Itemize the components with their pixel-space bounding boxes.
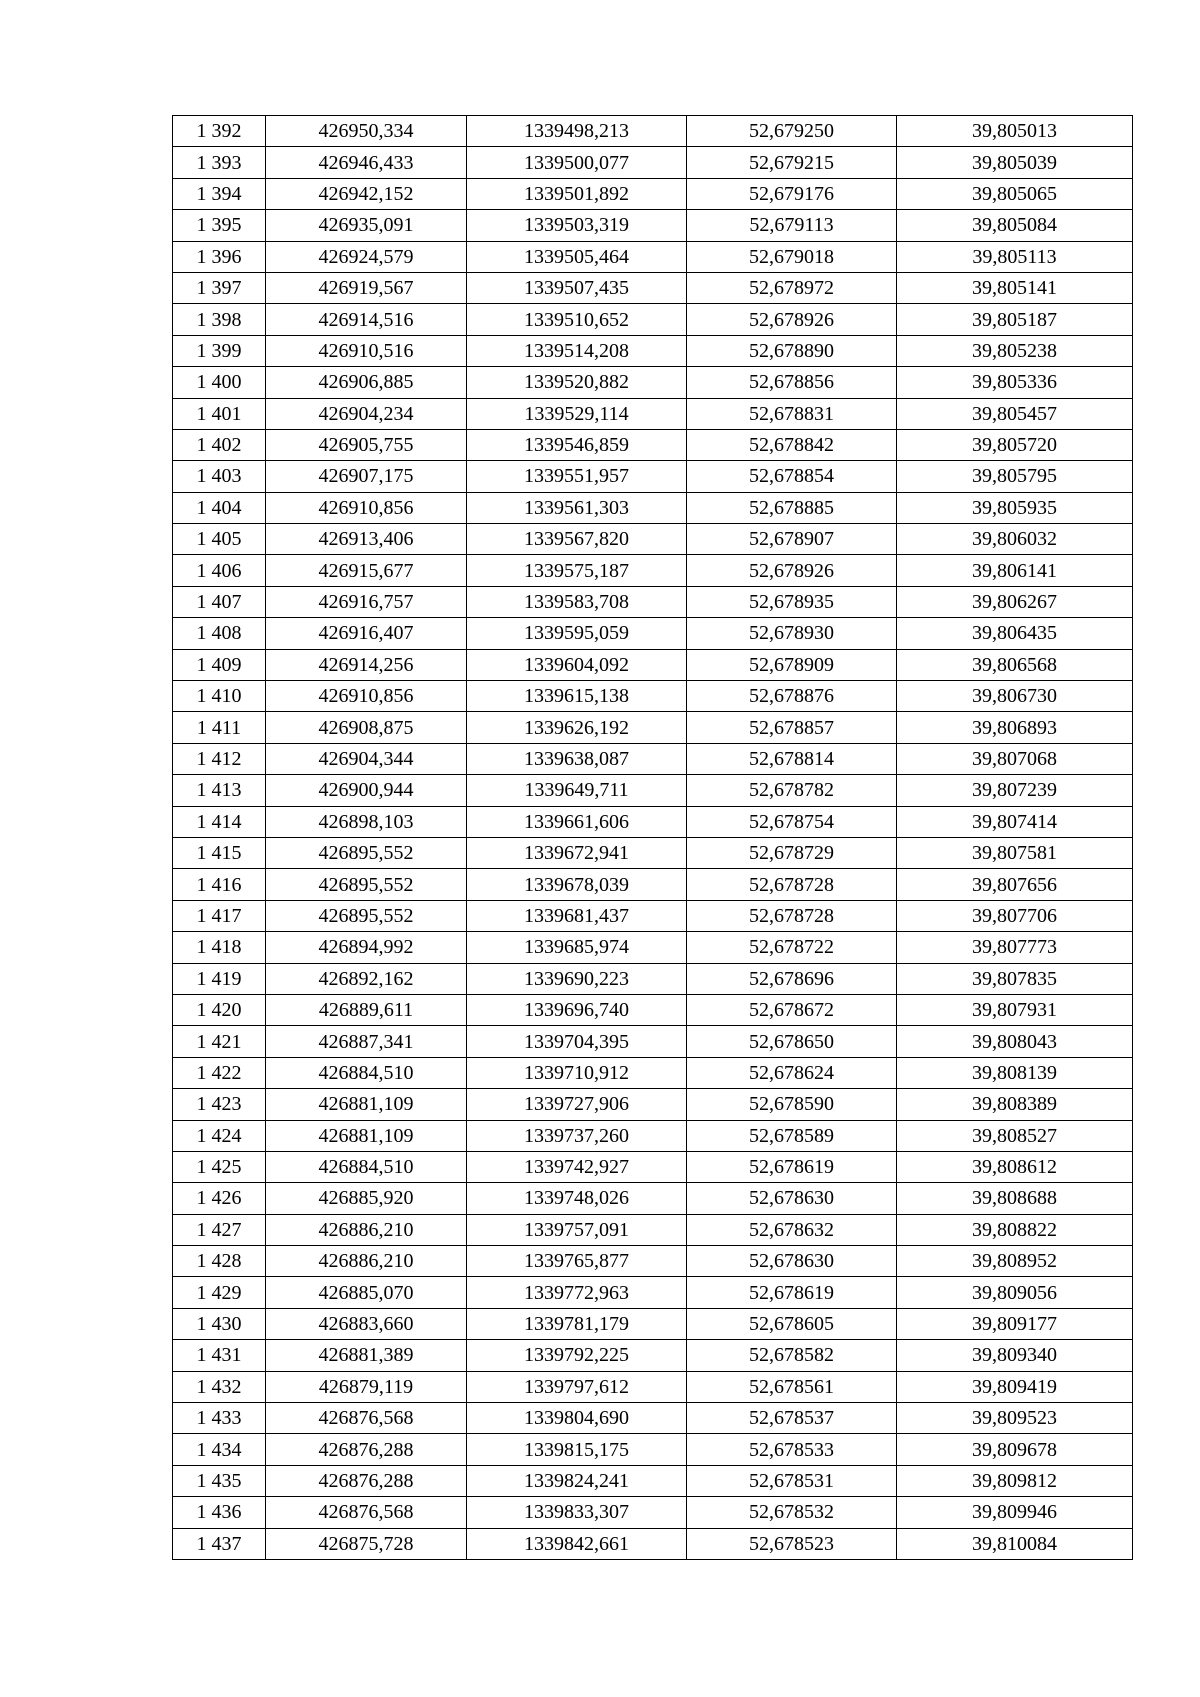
coord-x-cell: 426885,070 — [266, 1277, 467, 1308]
coord-y-cell: 1339815,175 — [467, 1434, 687, 1465]
coord-y-cell: 1339704,395 — [467, 1026, 687, 1057]
coord-x-cell: 426915,677 — [266, 555, 467, 586]
coord-y-cell: 1339792,225 — [467, 1340, 687, 1371]
coord-y-cell: 1339567,820 — [467, 524, 687, 555]
point-number-cell: 1 413 — [173, 775, 266, 806]
coord-y-cell: 1339661,606 — [467, 806, 687, 837]
table-row — [173, 210, 1133, 241]
table-row — [173, 681, 1133, 712]
point-number-cell: 1 407 — [173, 586, 266, 617]
table-row — [173, 1246, 1133, 1277]
table-row — [173, 806, 1133, 837]
table-row — [173, 1026, 1133, 1057]
longitude-cell: 39,807581 — [897, 837, 1133, 868]
coord-x-cell: 426885,920 — [266, 1183, 467, 1214]
latitude-cell: 52,679250 — [687, 116, 897, 147]
coord-x-cell: 426887,341 — [266, 1026, 467, 1057]
coord-x-cell: 426879,119 — [266, 1371, 467, 1402]
table-row — [173, 1497, 1133, 1528]
latitude-cell: 52,678854 — [687, 461, 897, 492]
coord-y-cell: 1339797,612 — [467, 1371, 687, 1402]
longitude-cell: 39,808527 — [897, 1120, 1133, 1151]
table-row — [173, 1277, 1133, 1308]
latitude-cell: 52,678885 — [687, 492, 897, 523]
latitude-cell: 52,678930 — [687, 618, 897, 649]
coord-x-cell: 426884,510 — [266, 1057, 467, 1088]
coord-y-cell: 1339595,059 — [467, 618, 687, 649]
longitude-cell: 39,807656 — [897, 869, 1133, 900]
coord-x-cell: 426916,757 — [266, 586, 467, 617]
point-number-cell: 1 396 — [173, 241, 266, 272]
latitude-cell: 52,678590 — [687, 1089, 897, 1120]
longitude-cell: 39,807068 — [897, 743, 1133, 774]
table-row — [173, 116, 1133, 147]
coord-x-cell: 426913,406 — [266, 524, 467, 555]
latitude-cell: 52,678696 — [687, 963, 897, 994]
longitude-cell: 39,807706 — [897, 900, 1133, 931]
latitude-cell: 52,678605 — [687, 1308, 897, 1339]
table-row — [173, 272, 1133, 303]
coord-y-cell: 1339710,912 — [467, 1057, 687, 1088]
longitude-cell: 39,805238 — [897, 335, 1133, 366]
coord-x-cell: 426910,856 — [266, 681, 467, 712]
coord-x-cell: 426946,433 — [266, 147, 467, 178]
point-number-cell: 1 400 — [173, 367, 266, 398]
point-number-cell: 1 425 — [173, 1151, 266, 1182]
longitude-cell: 39,806435 — [897, 618, 1133, 649]
longitude-cell: 39,810084 — [897, 1528, 1133, 1559]
point-number-cell: 1 433 — [173, 1403, 266, 1434]
latitude-cell: 52,678582 — [687, 1340, 897, 1371]
coord-y-cell: 1339510,652 — [467, 304, 687, 335]
coord-x-cell: 426876,288 — [266, 1434, 467, 1465]
point-number-cell: 1 411 — [173, 712, 266, 743]
point-number-cell: 1 406 — [173, 555, 266, 586]
coordinates-table-body — [173, 116, 1133, 1560]
coord-x-cell: 426895,552 — [266, 869, 467, 900]
latitude-cell: 52,678926 — [687, 304, 897, 335]
coord-x-cell: 426884,510 — [266, 1151, 467, 1182]
point-number-cell: 1 419 — [173, 963, 266, 994]
coord-y-cell: 1339690,223 — [467, 963, 687, 994]
point-number-cell: 1 422 — [173, 1057, 266, 1088]
coord-x-cell: 426905,755 — [266, 429, 467, 460]
table-row — [173, 492, 1133, 523]
coord-x-cell: 426942,152 — [266, 178, 467, 209]
coord-y-cell: 1339727,906 — [467, 1089, 687, 1120]
point-number-cell: 1 409 — [173, 649, 266, 680]
coord-y-cell: 1339503,319 — [467, 210, 687, 241]
latitude-cell: 52,678672 — [687, 994, 897, 1025]
coord-x-cell: 426881,109 — [266, 1120, 467, 1151]
table-row — [173, 1183, 1133, 1214]
coord-x-cell: 426875,728 — [266, 1528, 467, 1559]
longitude-cell: 39,805113 — [897, 241, 1133, 272]
point-number-cell: 1 437 — [173, 1528, 266, 1559]
coord-x-cell: 426876,568 — [266, 1497, 467, 1528]
table-row — [173, 1120, 1133, 1151]
latitude-cell: 52,678935 — [687, 586, 897, 617]
table-row — [173, 1465, 1133, 1496]
longitude-cell: 39,807414 — [897, 806, 1133, 837]
coord-x-cell: 426881,109 — [266, 1089, 467, 1120]
coord-y-cell: 1339505,464 — [467, 241, 687, 272]
longitude-cell: 39,808612 — [897, 1151, 1133, 1182]
coord-x-cell: 426886,210 — [266, 1246, 467, 1277]
table-row — [173, 398, 1133, 429]
latitude-cell: 52,678619 — [687, 1277, 897, 1308]
coord-y-cell: 1339765,877 — [467, 1246, 687, 1277]
point-number-cell: 1 428 — [173, 1246, 266, 1277]
longitude-cell: 39,805065 — [897, 178, 1133, 209]
latitude-cell: 52,678907 — [687, 524, 897, 555]
coord-y-cell: 1339615,138 — [467, 681, 687, 712]
table-row — [173, 335, 1133, 366]
coord-x-cell: 426908,875 — [266, 712, 467, 743]
coord-y-cell: 1339561,303 — [467, 492, 687, 523]
latitude-cell: 52,678537 — [687, 1403, 897, 1434]
point-number-cell: 1 401 — [173, 398, 266, 429]
table-row — [173, 1340, 1133, 1371]
table-row — [173, 1528, 1133, 1559]
coord-x-cell: 426895,552 — [266, 837, 467, 868]
coord-x-cell: 426914,516 — [266, 304, 467, 335]
latitude-cell: 52,678831 — [687, 398, 897, 429]
longitude-cell: 39,809340 — [897, 1340, 1133, 1371]
longitude-cell: 39,806568 — [897, 649, 1133, 680]
point-number-cell: 1 434 — [173, 1434, 266, 1465]
table-row — [173, 524, 1133, 555]
latitude-cell: 52,678533 — [687, 1434, 897, 1465]
latitude-cell: 52,678561 — [687, 1371, 897, 1402]
coord-y-cell: 1339681,437 — [467, 900, 687, 931]
table-row — [173, 1151, 1133, 1182]
coord-x-cell: 426907,175 — [266, 461, 467, 492]
coord-y-cell: 1339696,740 — [467, 994, 687, 1025]
latitude-cell: 52,678632 — [687, 1214, 897, 1245]
point-number-cell: 1 410 — [173, 681, 266, 712]
longitude-cell: 39,806032 — [897, 524, 1133, 555]
table-row — [173, 649, 1133, 680]
longitude-cell: 39,808952 — [897, 1246, 1133, 1277]
coord-y-cell: 1339583,708 — [467, 586, 687, 617]
coord-y-cell: 1339551,957 — [467, 461, 687, 492]
coord-x-cell: 426883,660 — [266, 1308, 467, 1339]
coord-y-cell: 1339824,241 — [467, 1465, 687, 1496]
latitude-cell: 52,678523 — [687, 1528, 897, 1559]
point-number-cell: 1 421 — [173, 1026, 266, 1057]
longitude-cell: 39,806141 — [897, 555, 1133, 586]
point-number-cell: 1 397 — [173, 272, 266, 303]
latitude-cell: 52,678624 — [687, 1057, 897, 1088]
point-number-cell: 1 412 — [173, 743, 266, 774]
coord-x-cell: 426935,091 — [266, 210, 467, 241]
table-row — [173, 712, 1133, 743]
latitude-cell: 52,678589 — [687, 1120, 897, 1151]
coord-x-cell: 426904,234 — [266, 398, 467, 429]
longitude-cell: 39,805013 — [897, 116, 1133, 147]
coordinates-table — [172, 115, 1133, 1560]
table-row — [173, 618, 1133, 649]
longitude-cell: 39,806730 — [897, 681, 1133, 712]
coord-x-cell: 426910,856 — [266, 492, 467, 523]
point-number-cell: 1 408 — [173, 618, 266, 649]
table-row — [173, 1434, 1133, 1465]
longitude-cell: 39,808043 — [897, 1026, 1133, 1057]
latitude-cell: 52,678856 — [687, 367, 897, 398]
point-number-cell: 1 431 — [173, 1340, 266, 1371]
latitude-cell: 52,678876 — [687, 681, 897, 712]
table-row — [173, 147, 1133, 178]
longitude-cell: 39,809177 — [897, 1308, 1133, 1339]
table-row — [173, 932, 1133, 963]
table-row — [173, 367, 1133, 398]
point-number-cell: 1 436 — [173, 1497, 266, 1528]
coord-x-cell: 426898,103 — [266, 806, 467, 837]
point-number-cell: 1 424 — [173, 1120, 266, 1151]
coord-x-cell: 426892,162 — [266, 963, 467, 994]
point-number-cell: 1 432 — [173, 1371, 266, 1402]
longitude-cell: 39,807773 — [897, 932, 1133, 963]
longitude-cell: 39,805795 — [897, 461, 1133, 492]
table-row — [173, 241, 1133, 272]
latitude-cell: 52,678630 — [687, 1183, 897, 1214]
coord-x-cell: 426916,407 — [266, 618, 467, 649]
latitude-cell: 52,678909 — [687, 649, 897, 680]
table-row — [173, 1057, 1133, 1088]
point-number-cell: 1 416 — [173, 869, 266, 900]
longitude-cell: 39,805457 — [897, 398, 1133, 429]
longitude-cell: 39,808822 — [897, 1214, 1133, 1245]
point-number-cell: 1 414 — [173, 806, 266, 837]
coord-y-cell: 1339500,077 — [467, 147, 687, 178]
point-number-cell: 1 426 — [173, 1183, 266, 1214]
longitude-cell: 39,808688 — [897, 1183, 1133, 1214]
latitude-cell: 52,678722 — [687, 932, 897, 963]
latitude-cell: 52,678890 — [687, 335, 897, 366]
point-number-cell: 1 423 — [173, 1089, 266, 1120]
table-row — [173, 461, 1133, 492]
longitude-cell: 39,807931 — [897, 994, 1133, 1025]
longitude-cell: 39,809419 — [897, 1371, 1133, 1402]
latitude-cell: 52,678754 — [687, 806, 897, 837]
latitude-cell: 52,679018 — [687, 241, 897, 272]
longitude-cell: 39,807239 — [897, 775, 1133, 806]
coord-y-cell: 1339685,974 — [467, 932, 687, 963]
point-number-cell: 1 393 — [173, 147, 266, 178]
table-row — [173, 429, 1133, 460]
latitude-cell: 52,678650 — [687, 1026, 897, 1057]
latitude-cell: 52,678842 — [687, 429, 897, 460]
coord-y-cell: 1339804,690 — [467, 1403, 687, 1434]
coord-y-cell: 1339501,892 — [467, 178, 687, 209]
coord-y-cell: 1339520,882 — [467, 367, 687, 398]
latitude-cell: 52,678630 — [687, 1246, 897, 1277]
table-row — [173, 1308, 1133, 1339]
coord-y-cell: 1339514,208 — [467, 335, 687, 366]
table-row — [173, 304, 1133, 335]
coord-y-cell: 1339772,963 — [467, 1277, 687, 1308]
coord-x-cell: 426906,885 — [266, 367, 467, 398]
longitude-cell: 39,807835 — [897, 963, 1133, 994]
point-number-cell: 1 399 — [173, 335, 266, 366]
coord-y-cell: 1339604,092 — [467, 649, 687, 680]
table-row — [173, 963, 1133, 994]
coord-x-cell: 426914,256 — [266, 649, 467, 680]
coord-y-cell: 1339737,260 — [467, 1120, 687, 1151]
point-number-cell: 1 398 — [173, 304, 266, 335]
coord-y-cell: 1339529,114 — [467, 398, 687, 429]
coord-y-cell: 1339757,091 — [467, 1214, 687, 1245]
table-row — [173, 994, 1133, 1025]
coord-x-cell: 426889,611 — [266, 994, 467, 1025]
point-number-cell: 1 395 — [173, 210, 266, 241]
longitude-cell: 39,809678 — [897, 1434, 1133, 1465]
point-number-cell: 1 417 — [173, 900, 266, 931]
coord-x-cell: 426910,516 — [266, 335, 467, 366]
table-row — [173, 900, 1133, 931]
coord-x-cell: 426895,552 — [266, 900, 467, 931]
longitude-cell: 39,809056 — [897, 1277, 1133, 1308]
point-number-cell: 1 415 — [173, 837, 266, 868]
table-row — [173, 869, 1133, 900]
longitude-cell: 39,805187 — [897, 304, 1133, 335]
latitude-cell: 52,678729 — [687, 837, 897, 868]
point-number-cell: 1 405 — [173, 524, 266, 555]
longitude-cell: 39,805935 — [897, 492, 1133, 523]
longitude-cell: 39,809523 — [897, 1403, 1133, 1434]
coord-y-cell: 1339498,213 — [467, 116, 687, 147]
table-row — [173, 837, 1133, 868]
coord-y-cell: 1339507,435 — [467, 272, 687, 303]
coord-x-cell: 426881,389 — [266, 1340, 467, 1371]
coord-x-cell: 426919,567 — [266, 272, 467, 303]
point-number-cell: 1 420 — [173, 994, 266, 1025]
table-row — [173, 1403, 1133, 1434]
longitude-cell: 39,805141 — [897, 272, 1133, 303]
longitude-cell: 39,805720 — [897, 429, 1133, 460]
latitude-cell: 52,678531 — [687, 1465, 897, 1496]
longitude-cell: 39,805084 — [897, 210, 1133, 241]
coord-y-cell: 1339742,927 — [467, 1151, 687, 1182]
latitude-cell: 52,678926 — [687, 555, 897, 586]
coord-y-cell: 1339672,941 — [467, 837, 687, 868]
coord-x-cell: 426886,210 — [266, 1214, 467, 1245]
point-number-cell: 1 430 — [173, 1308, 266, 1339]
longitude-cell: 39,805336 — [897, 367, 1133, 398]
coord-y-cell: 1339748,026 — [467, 1183, 687, 1214]
latitude-cell: 52,679113 — [687, 210, 897, 241]
coord-y-cell: 1339781,179 — [467, 1308, 687, 1339]
point-number-cell: 1 429 — [173, 1277, 266, 1308]
coord-y-cell: 1339626,192 — [467, 712, 687, 743]
point-number-cell: 1 435 — [173, 1465, 266, 1496]
longitude-cell: 39,806267 — [897, 586, 1133, 617]
coord-x-cell: 426950,334 — [266, 116, 467, 147]
latitude-cell: 52,678972 — [687, 272, 897, 303]
point-number-cell: 1 418 — [173, 932, 266, 963]
coord-x-cell: 426924,579 — [266, 241, 467, 272]
longitude-cell: 39,809946 — [897, 1497, 1133, 1528]
latitude-cell: 52,679176 — [687, 178, 897, 209]
point-number-cell: 1 402 — [173, 429, 266, 460]
latitude-cell: 52,678782 — [687, 775, 897, 806]
latitude-cell: 52,678619 — [687, 1151, 897, 1182]
point-number-cell: 1 427 — [173, 1214, 266, 1245]
coord-y-cell: 1339638,087 — [467, 743, 687, 774]
coord-y-cell: 1339833,307 — [467, 1497, 687, 1528]
latitude-cell: 52,679215 — [687, 147, 897, 178]
table-row — [173, 178, 1133, 209]
longitude-cell: 39,806893 — [897, 712, 1133, 743]
latitude-cell: 52,678532 — [687, 1497, 897, 1528]
coord-y-cell: 1339649,711 — [467, 775, 687, 806]
latitude-cell: 52,678728 — [687, 900, 897, 931]
table-row — [173, 775, 1133, 806]
longitude-cell: 39,808139 — [897, 1057, 1133, 1088]
latitude-cell: 52,678814 — [687, 743, 897, 774]
table-row — [173, 1089, 1133, 1120]
table-row — [173, 1371, 1133, 1402]
coord-x-cell: 426900,944 — [266, 775, 467, 806]
latitude-cell: 52,678728 — [687, 869, 897, 900]
coord-y-cell: 1339678,039 — [467, 869, 687, 900]
coord-x-cell: 426894,992 — [266, 932, 467, 963]
longitude-cell: 39,808389 — [897, 1089, 1133, 1120]
latitude-cell: 52,678857 — [687, 712, 897, 743]
coord-y-cell: 1339575,187 — [467, 555, 687, 586]
point-number-cell: 1 394 — [173, 178, 266, 209]
coord-x-cell: 426904,344 — [266, 743, 467, 774]
coord-x-cell: 426876,288 — [266, 1465, 467, 1496]
longitude-cell: 39,805039 — [897, 147, 1133, 178]
table-row — [173, 1214, 1133, 1245]
point-number-cell: 1 404 — [173, 492, 266, 523]
table-row — [173, 555, 1133, 586]
coord-y-cell: 1339546,859 — [467, 429, 687, 460]
longitude-cell: 39,809812 — [897, 1465, 1133, 1496]
table-row — [173, 743, 1133, 774]
point-number-cell: 1 392 — [173, 116, 266, 147]
table-row — [173, 586, 1133, 617]
point-number-cell: 1 403 — [173, 461, 266, 492]
coord-x-cell: 426876,568 — [266, 1403, 467, 1434]
coord-y-cell: 1339842,661 — [467, 1528, 687, 1559]
